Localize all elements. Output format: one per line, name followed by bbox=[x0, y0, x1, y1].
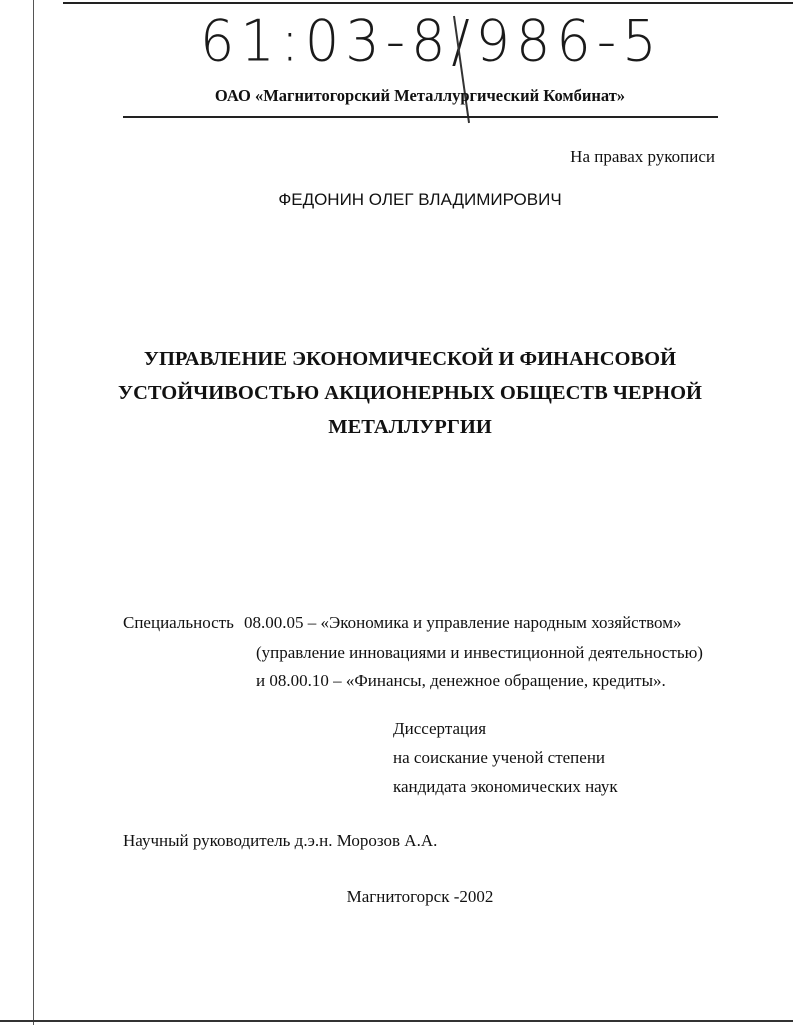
handwritten-catalog-number: 61:03-8/986-5 bbox=[200, 8, 663, 75]
scientific-supervisor: Научный руководитель д.э.н. Морозов А.А. bbox=[123, 831, 438, 850]
dissertation-degree-block bbox=[393, 714, 618, 801]
dissertation-line-3: кандидата экономических наук bbox=[393, 777, 618, 796]
organization-name: ОАО «Магнитогорский Металлургический Комбинат» bbox=[214, 86, 626, 105]
page-border-top bbox=[63, 2, 793, 4]
title-line-2: УСТОЙЧИВОСТЬЮ АКЦИОНЕРНЫХ ОБЩЕСТВ ЧЕРНОЙ bbox=[118, 382, 702, 404]
page-border-left bbox=[33, 0, 34, 1025]
dissertation-title bbox=[110, 342, 710, 444]
author-name: ФЕДОНИН ОЛЕГ ВЛАДИМИРОВИЧ bbox=[278, 190, 562, 209]
dissertation-line-1: Диссертация bbox=[393, 719, 487, 738]
specialty-label: Специальность bbox=[123, 613, 234, 632]
specialty-line-1: 08.00.05 – «Экономика и управление народным хозяйством» bbox=[244, 613, 682, 632]
title-line-3: МЕТАЛЛУРГИИ bbox=[328, 416, 492, 438]
specialty-line-3: и 08.00.10 – «Финансы, денежное обращение, кредиты». bbox=[256, 671, 666, 690]
place-and-year: Магнитогорск -2002 bbox=[346, 887, 494, 906]
header-divider bbox=[123, 116, 718, 118]
manuscript-rights-note: На правах рукописи bbox=[570, 147, 715, 166]
page-border-bottom bbox=[0, 1020, 793, 1022]
title-line-1: УПРАВЛЕНИЕ ЭКОНОМИЧЕСКОЙ И ФИНАНСОВОЙ bbox=[143, 348, 677, 370]
specialty-line-2: (управление инновациями и инвестиционной деятельностью) bbox=[256, 643, 703, 662]
dissertation-line-2: на соискание ученой степени bbox=[393, 748, 606, 767]
